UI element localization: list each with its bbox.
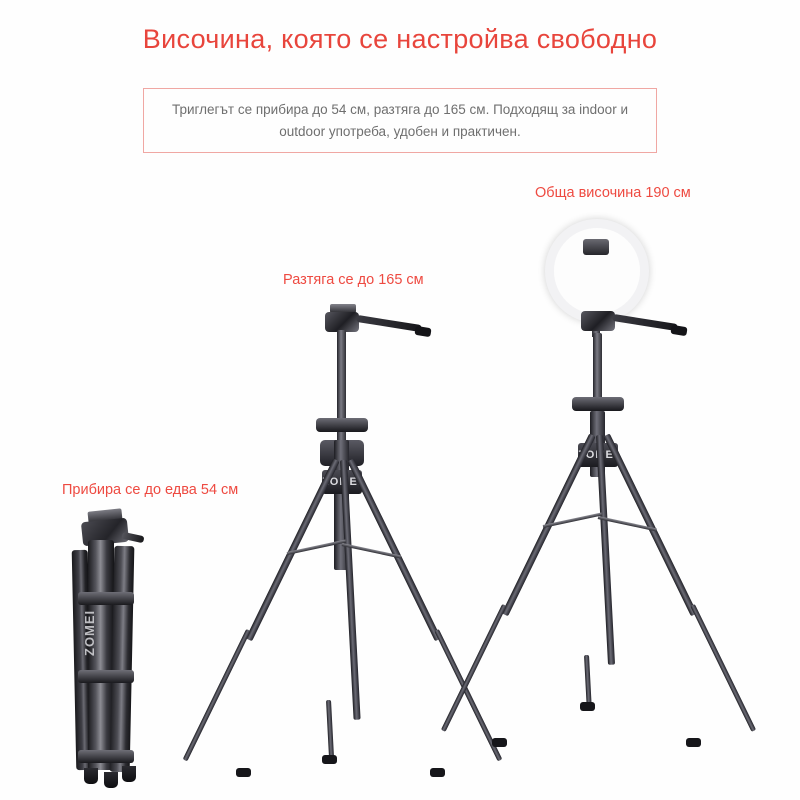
foot-pad — [236, 768, 251, 777]
foot-pad — [686, 738, 701, 747]
annotation-total-height: Обща височина 190 см — [535, 185, 691, 201]
foot-pad — [580, 702, 595, 711]
tripod-leg-center — [596, 435, 615, 665]
extended-tripod-image — [230, 300, 470, 760]
center-column-upper — [337, 330, 346, 450]
tripod-head — [581, 311, 615, 331]
leg-lock-lower — [78, 750, 134, 763]
folded-tripod-image — [60, 500, 180, 790]
page-title: Височина, която се настройва свободно — [142, 24, 658, 54]
phone-holder — [583, 239, 609, 255]
description-text: Триглегът се прибира до 54 см, разтяга до 165 см. Подходящ за indoor и outdoor употреба, удобен и практичен. — [172, 101, 628, 139]
foot-pad — [492, 738, 507, 747]
ringlight-tripod-image — [490, 215, 740, 760]
brand-label-folded: ZOMEI — [82, 609, 97, 656]
leg-shoulder — [316, 418, 368, 432]
pan-handle — [356, 315, 422, 332]
folded-leg-right — [110, 546, 135, 772]
tripod-leg-center — [340, 460, 361, 720]
tripod-leg-center-lower — [584, 655, 592, 705]
tripod-leg-right-lower — [690, 604, 756, 732]
description-box — [143, 88, 657, 153]
annotation-extended-height: Разтяга се до 165 см — [283, 272, 424, 288]
foot-pad — [122, 766, 136, 782]
foot-pad — [104, 772, 118, 788]
tripod-leg-center-lower — [326, 700, 334, 760]
foot-pad — [430, 768, 445, 777]
tripod-head — [325, 312, 359, 332]
leg-shoulder — [572, 397, 624, 411]
pan-handle-grip — [414, 326, 431, 337]
tripod-leg-left-lower — [183, 629, 251, 762]
tripod-leg-right — [603, 433, 697, 616]
pan-handle — [612, 314, 678, 331]
annotation-folded-height: Прибира се до едва 54 см — [62, 482, 239, 498]
foot-pad — [322, 755, 337, 764]
foot-pad — [84, 768, 98, 784]
pan-handle-grip — [670, 325, 687, 336]
leg-lock-upper — [78, 592, 134, 605]
leg-lock-middle — [78, 670, 134, 683]
